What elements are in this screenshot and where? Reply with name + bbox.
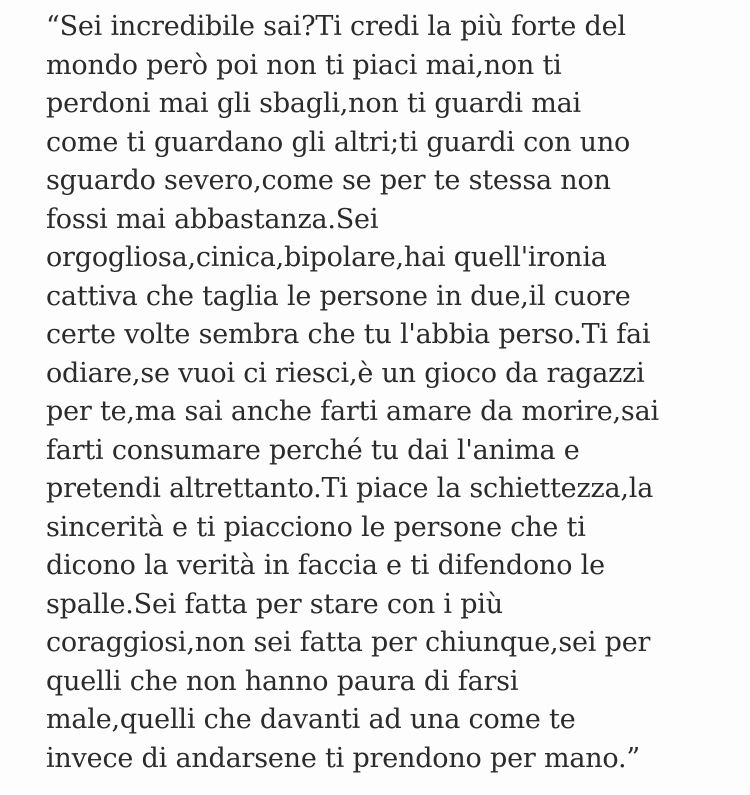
quote-line: farti consumare perché tu dai l'anima e (46, 434, 580, 466)
quote-line: orgogliosa,cinica,bipolare,hai quell'ironia (46, 242, 607, 273)
quote-line: cattiva che taglia le persone in due,il cuore (46, 280, 631, 312)
quote-line: certe volte sembra che tu l'abbia perso.Ti fai (46, 319, 651, 350)
quote-line: “Sei incredibile sai?Ti credi la più forte del (46, 11, 626, 42)
quote-line: perdoni mai gli sbagli,non ti guardi mai (46, 88, 581, 119)
quote-line: spalle.Sei fatta per stare con i più (46, 588, 503, 620)
quote-line: male,quelli che davanti ad una come te (46, 704, 576, 735)
quote-line: invece di andarsene ti prendono per mano.” (46, 742, 640, 774)
quote-line: come ti guardano gli altri;ti guardi con uno (46, 126, 631, 158)
quote-line: fossi mai abbastanza.Sei (46, 203, 379, 235)
quote-text (46, 8, 750, 778)
quote-line: odiare,se vuoi ci riesci,è un gioco da ragazzi (46, 357, 645, 389)
quote-line: coraggiosi,non sei fatta per chiunque,sei per (46, 627, 651, 658)
quote-line: quelli che non hanno paura di farsi (46, 665, 519, 697)
quote-line: sguardo severo,come se per te stessa non (46, 165, 611, 196)
quote-line: mondo però poi non ti piaci mai,non ti (46, 49, 562, 81)
quote-line: per te,ma sai anche farti amare da morire,sai (46, 396, 659, 427)
quote-line: sincerità e ti piacciono le persone che ti (46, 511, 586, 543)
quote-line: pretendi altrettanto.Ti piace la schiettezza,la (46, 473, 654, 504)
quote-line: dicono la verità in faccia e ti difendono le (46, 550, 605, 581)
